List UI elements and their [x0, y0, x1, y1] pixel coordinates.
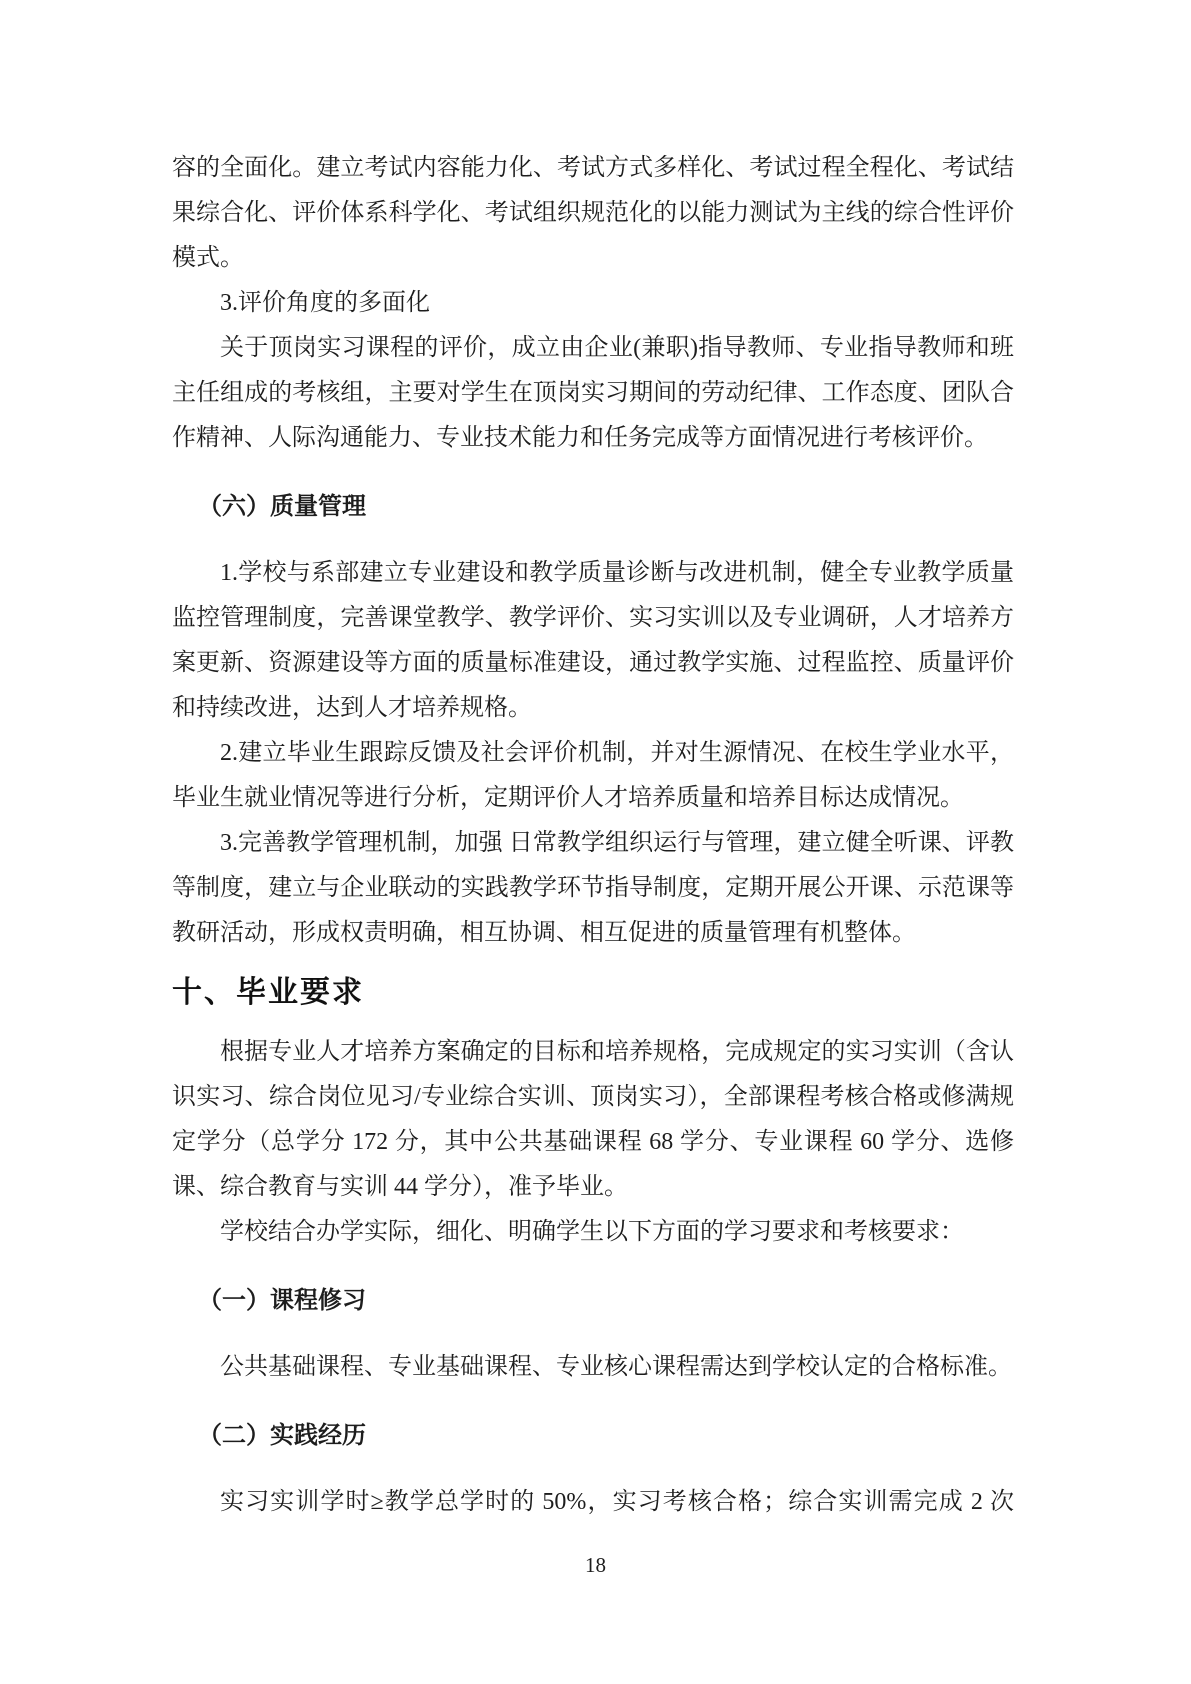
page-number: 18	[585, 1553, 606, 1577]
paragraph-practice-hours: 实习实训学时≥教学总学时的 50%，实习考核合格；综合实训需完成 2 次	[220, 1489, 1014, 1515]
heading-practice-experience: （二）实践经历	[198, 1423, 366, 1449]
paragraph-graduation-credits: 根据专业人才培养方案确定的目标和培养规格，完成规定的实习实训（含认识实习、综合岗位见习/专业综合实训、顶岗实习），全部课程考核合格或修满规定学分（总学分 172 分，其中公共基础课程 68 学分、专业课程 60 学分、选修课、综合教育与实训 44 学分），准予毕业。	[172, 1039, 1014, 1200]
document-body	[172, 146, 1014, 1525]
paragraph-internship-evaluation: 关于顶岗实习课程的评价，成立由企业(兼职)指导教师、专业指导教师和班主任组成的考核组，主要对学生在顶岗实习期间的劳动纪律、工作态度、团队合作精神、人际沟通能力、专业技术能力和任务完成等方面情况进行考核评价。	[172, 335, 1014, 451]
heading-course-study: （一）课程修习	[198, 1288, 366, 1314]
paragraph-course-standards: 公共基础课程、专业基础课程、专业核心课程需达到学校认定的合格标准。	[220, 1354, 1012, 1380]
paragraph-exam-evaluation-continued: 容的全面化。建立考试内容能力化、考试方式多样化、考试过程全程化、考试结果综合化、评价体系科学化、考试组织规范化的以能力测试为主线的综合性评价模式。	[172, 155, 1014, 271]
heading-quality-management: （六）质量管理	[198, 494, 366, 520]
paragraph-graduate-feedback: 2.建立毕业生跟踪反馈及社会评价机制，并对生源情况、在校生学业水平，毕业生就业情况等进行分析，定期评价人才培养质量和培养目标达成情况。	[172, 740, 1014, 811]
paragraph-evaluation-angle-heading: 3.评价角度的多面化	[220, 290, 430, 316]
heading-graduation-requirements: 十、毕业要求	[172, 976, 364, 1009]
paragraph-teaching-management: 3.完善教学管理机制，加强 日常教学组织运行与管理，建立健全听课、评教等制度，建立与企业联动的实践教学环节指导制度，定期开展公开课、示范课等教研活动，形成权责明确，相互协调、相互促进的质量管理有机整体。	[172, 830, 1014, 946]
paragraph-quality-mechanism: 1.学校与系部建立专业建设和教学质量诊断与改进机制，健全专业教学质量监控管理制度，完善课堂教学、教学评价、实习实训以及专业调研，人才培养方案更新、资源建设等方面的质量标准建设，通过教学实施、过程监控、质量评价和持续改进，达到人才培养规格。	[172, 560, 1014, 721]
paragraph-school-refinement: 学校结合办学实际，细化、明确学生以下方面的学习要求和考核要求：	[220, 1219, 964, 1245]
